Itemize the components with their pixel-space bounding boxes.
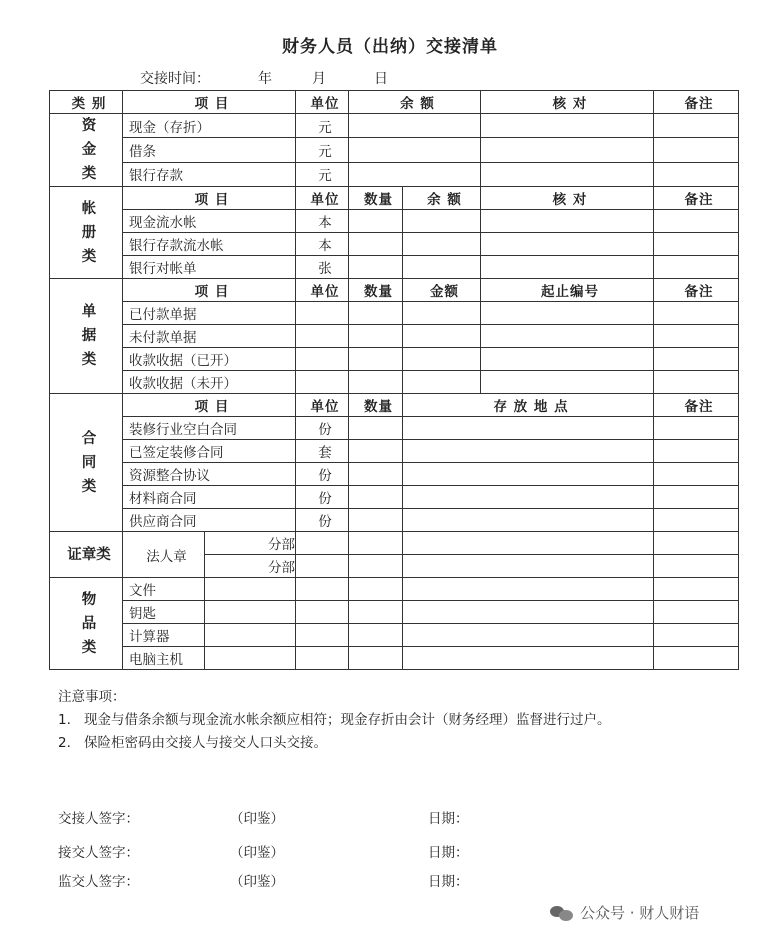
watermark	[550, 902, 699, 923]
remark-cell[interactable]	[654, 371, 739, 394]
remark-cell[interactable]	[654, 233, 739, 256]
header-item: 项 目	[123, 187, 296, 210]
seal-label: （印鉴）	[230, 845, 284, 861]
sub-cell: 分部	[205, 532, 296, 555]
header-location: 存 放 地 点	[403, 394, 654, 417]
unit-cell[interactable]	[296, 624, 349, 647]
notes-title: 注意事项：	[58, 689, 126, 705]
sub-cell[interactable]	[205, 601, 296, 624]
remark-cell[interactable]	[654, 486, 739, 509]
header-remark: 备注	[654, 394, 739, 417]
remark-cell[interactable]	[654, 509, 739, 532]
handover-year: 年	[258, 71, 272, 87]
handover-table	[49, 90, 739, 670]
amount-cell[interactable]	[403, 325, 481, 348]
table-row	[50, 210, 739, 233]
unit-cell[interactable]	[296, 647, 349, 670]
table-row	[50, 578, 739, 601]
item-cell: 电脑主机	[123, 647, 205, 670]
remark-cell[interactable]	[654, 417, 739, 440]
remark-cell[interactable]	[654, 325, 739, 348]
header-category: 类 别	[50, 91, 123, 114]
seal-item-cell: 法人章	[123, 532, 205, 578]
location-cell[interactable]	[403, 486, 654, 509]
check-cell[interactable]	[481, 114, 654, 138]
balance-cell[interactable]	[403, 233, 481, 256]
item-cell: 已付款单据	[123, 302, 296, 325]
quantity-cell[interactable]	[349, 555, 403, 578]
table-row	[50, 256, 739, 279]
location-cell[interactable]	[403, 440, 654, 463]
item-cell: 未付款单据	[123, 325, 296, 348]
unit-cell[interactable]	[296, 601, 349, 624]
table-row	[50, 162, 739, 186]
table-row	[50, 532, 739, 555]
quantity-cell[interactable]	[349, 348, 403, 371]
check-cell[interactable]	[481, 162, 654, 186]
item-cell: 借条	[123, 138, 296, 162]
header-unit: 单位	[296, 279, 349, 302]
quantity-cell[interactable]	[349, 371, 403, 394]
remark-cell[interactable]	[654, 210, 739, 233]
note-number: 1.	[58, 712, 71, 728]
header-item: 项 目	[123, 279, 296, 302]
handover-time-label: 交接时间：	[140, 71, 210, 87]
table-row	[50, 624, 739, 647]
location-cell[interactable]	[403, 647, 654, 670]
quantity-cell[interactable]	[349, 325, 403, 348]
handover-month: 月	[312, 71, 326, 87]
quantity-cell[interactable]	[349, 486, 403, 509]
section-header-row	[50, 279, 739, 302]
category-books: 帐 册 类	[50, 187, 123, 279]
remark-cell[interactable]	[654, 348, 739, 371]
remark-cell[interactable]	[654, 162, 739, 186]
remark-cell[interactable]	[654, 555, 739, 578]
watermark-text: 公众号 · 财人财语	[580, 904, 700, 922]
check-cell[interactable]	[481, 210, 654, 233]
table-row	[50, 233, 739, 256]
unit-cell: 套	[296, 440, 349, 463]
item-cell: 现金流水帐	[123, 210, 296, 233]
section-header-row	[50, 394, 739, 417]
category-vouchers: 单 据 类	[50, 279, 123, 394]
signature-label: 监交人签字：	[58, 874, 139, 890]
balance-cell[interactable]	[403, 256, 481, 279]
table-row	[50, 138, 739, 162]
serial-cell[interactable]	[481, 325, 654, 348]
header-check: 核 对	[481, 91, 654, 114]
header-unit: 单位	[296, 394, 349, 417]
table-row	[50, 114, 739, 138]
date-label: 日期：	[428, 811, 469, 827]
signature-label: 交接人签字：	[58, 811, 139, 827]
remark-cell[interactable]	[654, 302, 739, 325]
item-cell: 银行对帐单	[123, 256, 296, 279]
quantity-cell[interactable]	[349, 578, 403, 601]
header-remark: 备注	[654, 187, 739, 210]
unit-cell[interactable]	[296, 325, 349, 348]
quantity-cell[interactable]	[349, 233, 403, 256]
seal-label: （印鉴）	[230, 811, 284, 827]
header-serial: 起止编号	[481, 279, 654, 302]
unit-cell: 本	[296, 210, 349, 233]
remark-cell[interactable]	[654, 578, 739, 601]
sub-cell: 分部	[205, 555, 296, 578]
header-unit: 单位	[296, 91, 349, 114]
unit-cell[interactable]	[296, 348, 349, 371]
unit-cell: 份	[296, 417, 349, 440]
quantity-cell[interactable]	[349, 532, 403, 555]
balance-cell[interactable]	[349, 138, 481, 162]
table-row	[50, 417, 739, 440]
location-cell[interactable]	[403, 624, 654, 647]
balance-cell[interactable]	[403, 210, 481, 233]
quantity-cell[interactable]	[349, 256, 403, 279]
table-row	[50, 302, 739, 325]
amount-cell[interactable]	[403, 302, 481, 325]
header-item: 项 目	[123, 394, 296, 417]
table-row	[50, 440, 739, 463]
unit-cell: 张	[296, 256, 349, 279]
check-cell[interactable]	[481, 256, 654, 279]
category-seals: 证章类	[50, 532, 123, 578]
unit-cell: 份	[296, 486, 349, 509]
unit-cell[interactable]	[296, 302, 349, 325]
wechat-icon	[550, 905, 574, 921]
category-contracts: 合 同 类	[50, 394, 123, 532]
quantity-cell[interactable]	[349, 440, 403, 463]
table-row	[50, 325, 739, 348]
quantity-cell[interactable]	[349, 302, 403, 325]
header-quantity: 数量	[349, 187, 403, 210]
remark-cell[interactable]	[654, 463, 739, 486]
location-cell[interactable]	[403, 601, 654, 624]
remark-cell[interactable]	[654, 440, 739, 463]
amount-cell[interactable]	[403, 371, 481, 394]
item-cell: 钥匙	[123, 601, 205, 624]
location-cell[interactable]	[403, 509, 654, 532]
header-row	[50, 91, 739, 114]
serial-cell[interactable]	[481, 348, 654, 371]
remark-cell[interactable]	[654, 624, 739, 647]
quantity-cell[interactable]	[349, 210, 403, 233]
item-cell: 装修行业空白合同	[123, 417, 296, 440]
item-cell: 现金（存折）	[123, 114, 296, 138]
item-cell: 计算器	[123, 624, 205, 647]
location-cell[interactable]	[403, 463, 654, 486]
balance-cell[interactable]	[349, 114, 481, 138]
quantity-cell[interactable]	[349, 647, 403, 670]
remark-cell[interactable]	[654, 256, 739, 279]
quantity-cell[interactable]	[349, 417, 403, 440]
unit-cell: 元	[296, 162, 349, 186]
remark-cell[interactable]	[654, 138, 739, 162]
header-quantity: 数量	[349, 394, 403, 417]
item-cell: 收款收据（已开）	[123, 348, 296, 371]
unit-cell[interactable]	[296, 555, 349, 578]
category-goods: 物 品 类	[50, 578, 123, 670]
item-cell: 银行存款	[123, 162, 296, 186]
header-remark: 备注	[654, 91, 739, 114]
seal-label: （印鉴）	[230, 874, 284, 890]
notes-section	[58, 686, 611, 755]
header-balance: 余 额	[403, 187, 481, 210]
item-cell: 银行存款流水帐	[123, 233, 296, 256]
remark-cell[interactable]	[654, 601, 739, 624]
header-balance: 余 额	[349, 91, 481, 114]
date-label: 日期：	[428, 845, 469, 861]
table-row	[50, 509, 739, 532]
remark-cell[interactable]	[654, 647, 739, 670]
sub-cell[interactable]	[205, 647, 296, 670]
note-number: 2.	[58, 735, 71, 751]
table-row	[50, 486, 739, 509]
header-quantity: 数量	[349, 279, 403, 302]
location-cell[interactable]	[403, 578, 654, 601]
serial-cell[interactable]	[481, 302, 654, 325]
unit-cell: 元	[296, 138, 349, 162]
header-item: 项 目	[123, 91, 296, 114]
table-row	[50, 601, 739, 624]
quantity-cell[interactable]	[349, 463, 403, 486]
note-text: 现金与借条余额与现金流水帐余额应相符；现金存折由会计（财务经理）监督进行过户。	[84, 712, 611, 728]
handover-time	[140, 68, 388, 88]
signature-label: 接交人签字：	[58, 845, 139, 861]
item-cell: 已签定装修合同	[123, 440, 296, 463]
table-row	[50, 348, 739, 371]
balance-cell[interactable]	[349, 162, 481, 186]
quantity-cell[interactable]	[349, 624, 403, 647]
page-title: 财务人员（出纳）交接清单	[282, 37, 498, 57]
table-row	[50, 371, 739, 394]
table-row	[50, 463, 739, 486]
section-header-row	[50, 187, 739, 210]
item-cell: 文件	[123, 578, 205, 601]
item-cell: 材料商合同	[123, 486, 296, 509]
quantity-cell[interactable]	[349, 601, 403, 624]
unit-cell[interactable]	[296, 532, 349, 555]
unit-cell: 份	[296, 509, 349, 532]
header-remark: 备注	[654, 279, 739, 302]
category-funds: 资 金 类	[50, 114, 123, 187]
header-unit: 单位	[296, 187, 349, 210]
note-text: 保险柜密码由交接人与接交人口头交接。	[84, 735, 327, 751]
item-cell: 收款收据（未开）	[123, 371, 296, 394]
unit-cell: 份	[296, 463, 349, 486]
check-cell[interactable]	[481, 233, 654, 256]
remark-cell[interactable]	[654, 532, 739, 555]
quantity-cell[interactable]	[349, 509, 403, 532]
unit-cell: 元	[296, 114, 349, 138]
remark-cell[interactable]	[654, 114, 739, 138]
amount-cell[interactable]	[403, 348, 481, 371]
handover-day: 日	[374, 71, 388, 87]
note-item	[58, 709, 611, 732]
check-cell[interactable]	[481, 138, 654, 162]
serial-cell[interactable]	[481, 371, 654, 394]
header-amount: 金额	[403, 279, 481, 302]
sub-cell[interactable]	[205, 624, 296, 647]
unit-cell[interactable]	[296, 371, 349, 394]
location-cell[interactable]	[403, 555, 654, 578]
item-cell: 资源整合协议	[123, 463, 296, 486]
header-check: 核 对	[481, 187, 654, 210]
item-cell: 供应商合同	[123, 509, 296, 532]
sub-cell[interactable]	[205, 578, 296, 601]
location-cell[interactable]	[403, 417, 654, 440]
unit-cell: 本	[296, 233, 349, 256]
location-cell[interactable]	[403, 532, 654, 555]
unit-cell[interactable]	[296, 578, 349, 601]
table-row	[50, 647, 739, 670]
date-label: 日期：	[428, 874, 469, 890]
note-item	[58, 732, 611, 755]
